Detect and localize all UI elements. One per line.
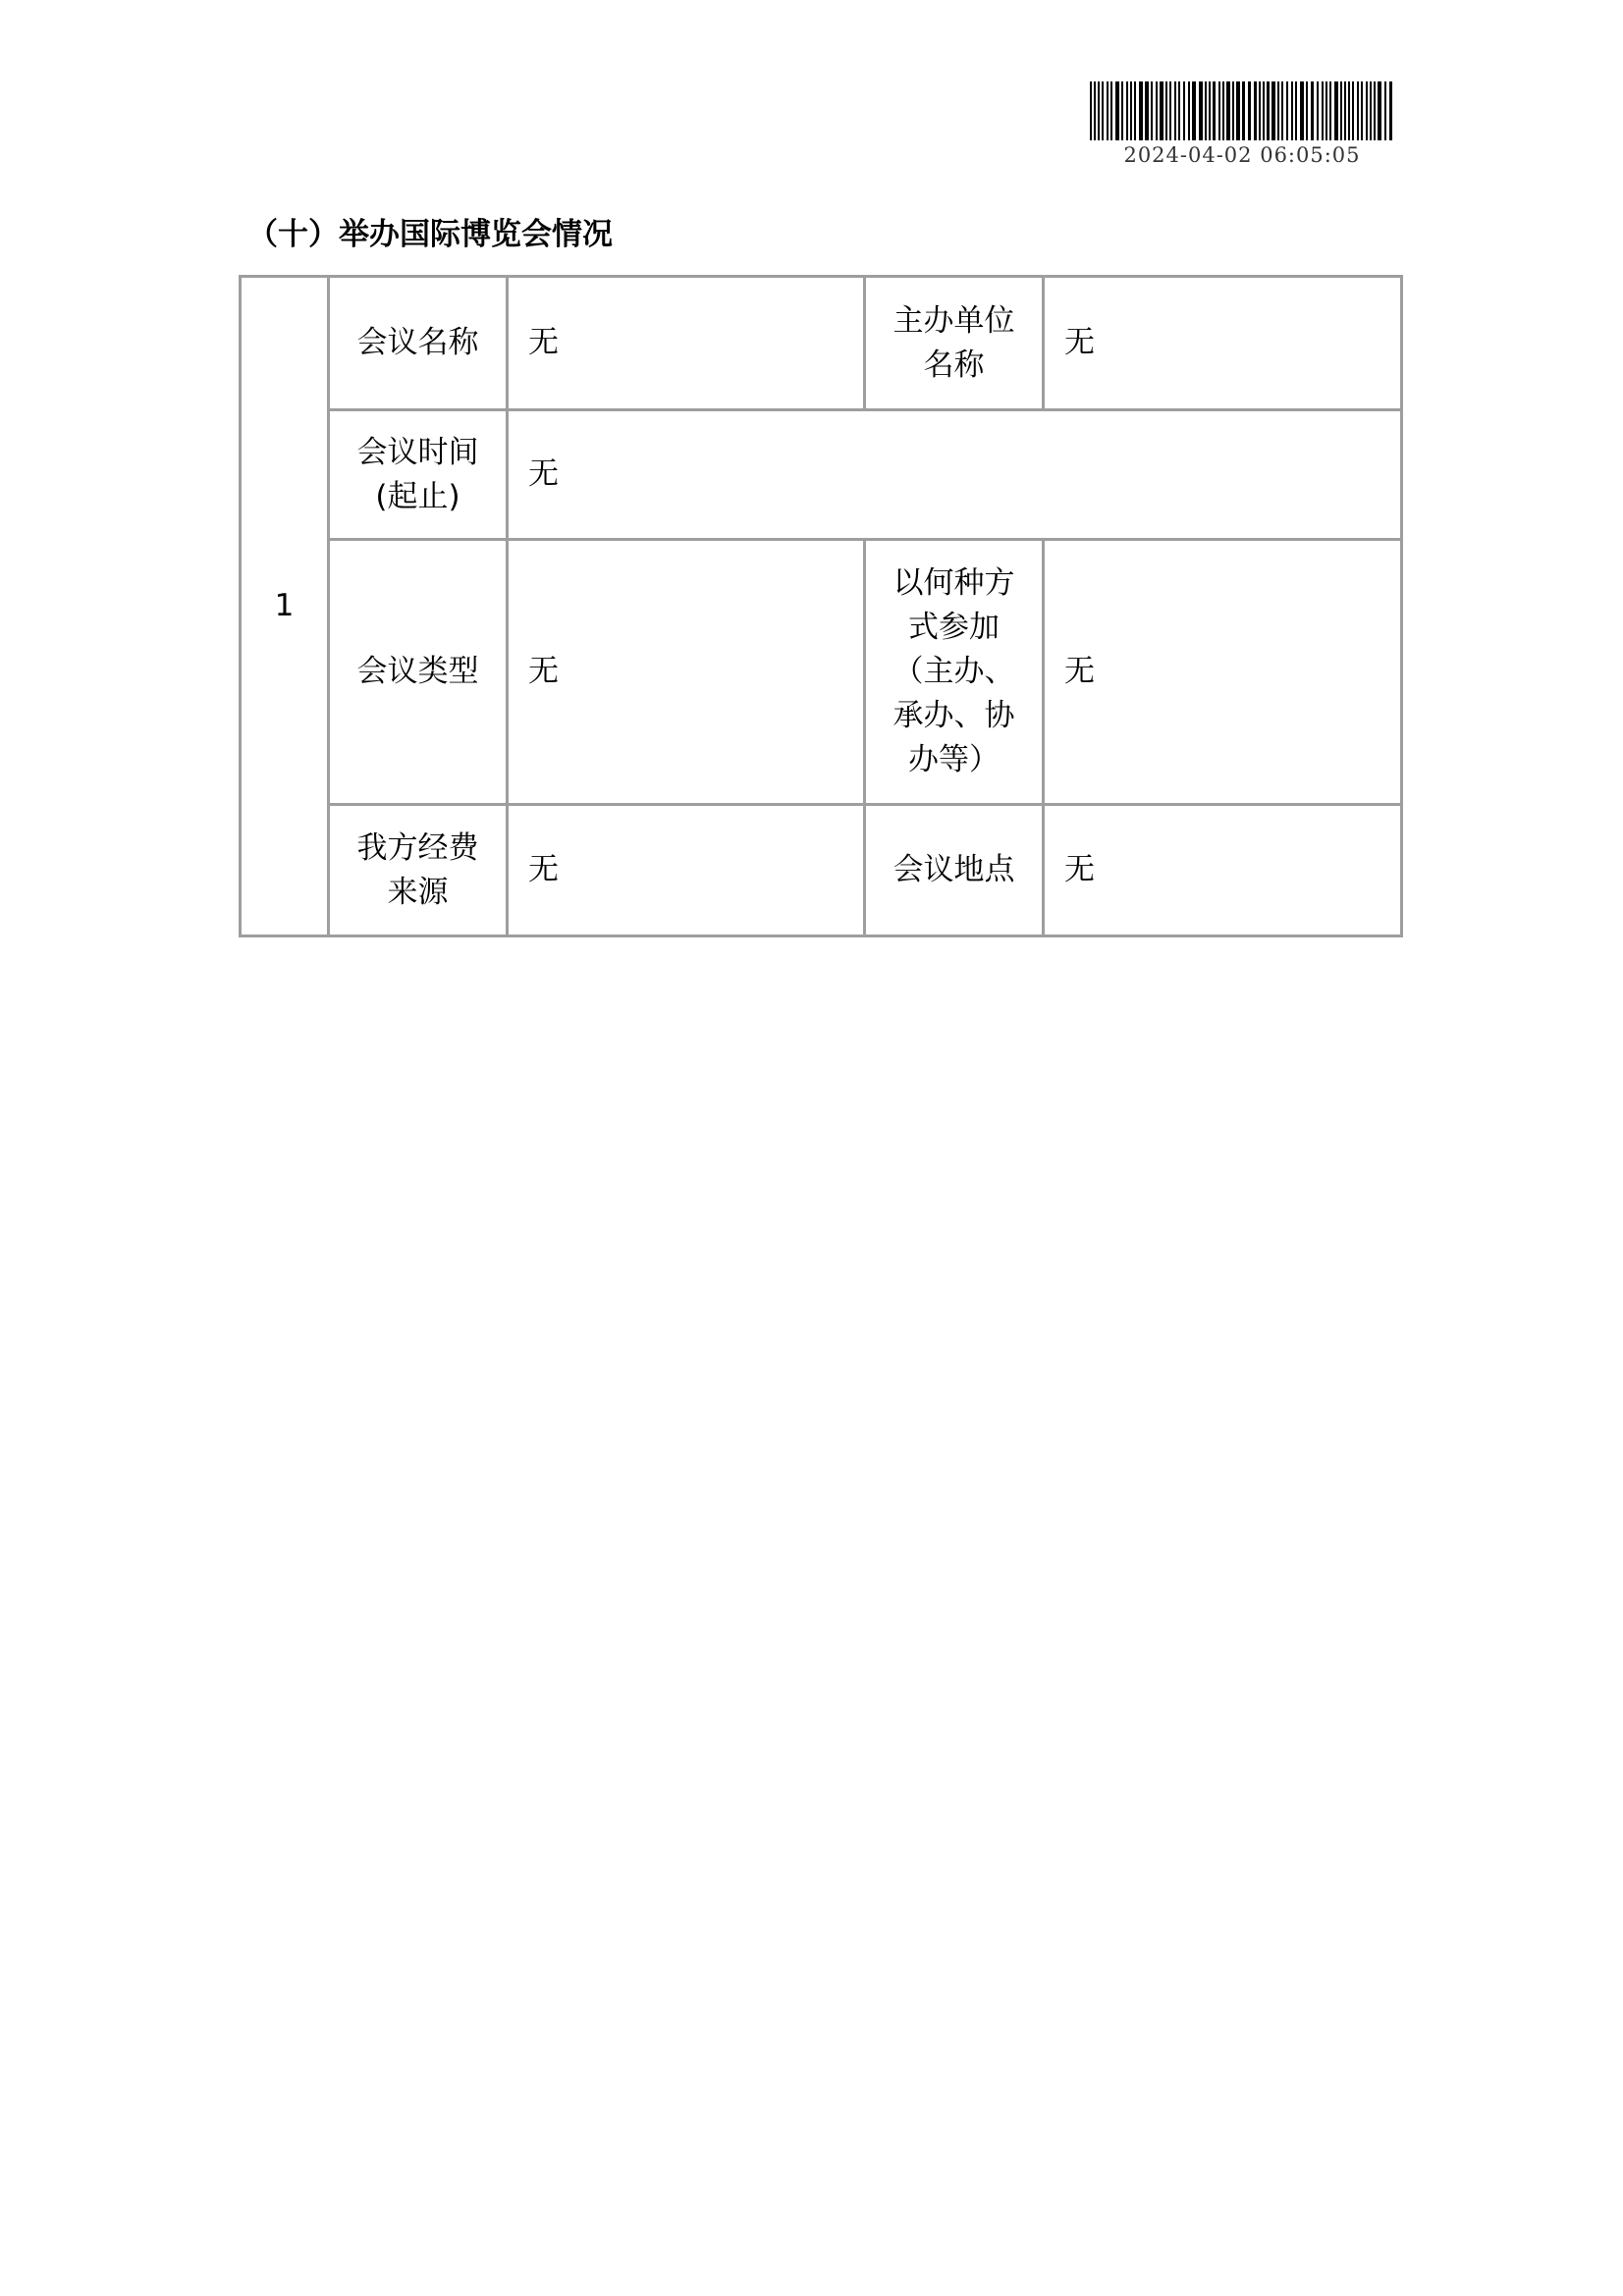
barcode-bar [1361, 81, 1363, 140]
meeting-location-value: 无 [1044, 805, 1402, 936]
barcode-bar [1169, 81, 1171, 140]
barcode-bar [1374, 81, 1376, 140]
barcode-bar [1340, 81, 1342, 140]
barcode-bar [1094, 81, 1096, 140]
barcode-bar [1151, 81, 1153, 140]
barcode-bar [1311, 81, 1314, 140]
exhibition-info-table [239, 275, 1403, 937]
barcode-bar [1209, 81, 1211, 140]
funding-label-line: 来源 [387, 874, 449, 910]
barcode-bar [1110, 81, 1112, 140]
barcode-bar [1236, 81, 1240, 140]
organizer-label-line: 名称 [923, 347, 985, 383]
barcode-bar [1254, 81, 1257, 140]
barcode-bar [1121, 81, 1123, 140]
barcode-bar [1357, 81, 1359, 140]
record-index: 1 [241, 277, 329, 936]
meeting-time-value: 无 [508, 410, 1402, 540]
barcode-bar [1344, 81, 1346, 140]
barcode-bar [1329, 81, 1331, 140]
barcode-bar [1366, 81, 1368, 140]
barcode-bar [1286, 81, 1288, 140]
table-row [241, 805, 1402, 936]
barcode-bar [1156, 81, 1158, 140]
barcode-bar [1334, 81, 1338, 140]
barcode-bar [1248, 81, 1251, 140]
barcode-bar [1325, 81, 1327, 140]
barcode-bar [1188, 81, 1190, 140]
barcode-bar [1322, 81, 1324, 140]
barcode-bar [1218, 81, 1220, 140]
barcode-bar [1300, 81, 1304, 140]
participation-label-line: （主办、 [893, 654, 1015, 689]
barcode-bar [1295, 81, 1297, 140]
funding-source-label [329, 805, 508, 936]
barcode-bar [1102, 81, 1104, 140]
organizer-label [865, 277, 1044, 410]
funding-source-value: 无 [508, 805, 865, 936]
funding-label-line: 我方经费 [356, 829, 479, 866]
barcode-bar [1263, 81, 1265, 140]
participation-mode-label [865, 540, 1044, 805]
table-row [241, 410, 1402, 540]
barcode-bar [1130, 81, 1132, 140]
participation-label-line: 办等） [908, 742, 1000, 777]
barcode [1090, 81, 1394, 140]
barcode-image [1090, 81, 1394, 140]
participation-label-line: 承办、协 [893, 698, 1015, 733]
table-row [241, 540, 1402, 805]
barcode-bar [1192, 81, 1196, 140]
barcode-bar [1291, 81, 1293, 140]
section-title: （十）举办国际博览会情况 [247, 217, 613, 252]
barcode-bar [1205, 81, 1207, 140]
barcode-bar [1259, 81, 1261, 140]
barcode-bar [1271, 81, 1275, 140]
barcode-bar [1174, 81, 1176, 140]
barcode-bar [1183, 81, 1185, 140]
barcode-bar [1115, 81, 1119, 140]
meeting-type-label: 会议类型 [329, 540, 508, 805]
barcode-bar [1242, 81, 1245, 140]
barcode-bar [1281, 81, 1283, 140]
barcode-bar [1178, 81, 1180, 140]
barcode-bar [1139, 81, 1143, 140]
barcode-bar [1317, 81, 1319, 140]
table-row [241, 277, 1402, 410]
barcode-bar [1160, 81, 1163, 140]
barcode-bar [1098, 81, 1100, 140]
barcode-bar [1232, 81, 1234, 140]
barcode-bar [1352, 81, 1354, 140]
participation-mode-value: 无 [1044, 540, 1402, 805]
participation-label-line: 式参加 [908, 610, 1000, 645]
barcode-bar [1126, 81, 1128, 140]
meeting-time-label-line: 会议时间 [356, 434, 479, 470]
barcode-bar [1222, 81, 1224, 140]
barcode-bar [1145, 81, 1149, 140]
barcode-bar [1348, 81, 1350, 140]
barcode-bar [1370, 81, 1372, 140]
meeting-time-label [329, 410, 508, 540]
barcode-bar [1165, 81, 1167, 140]
organizer-label-line: 主办单位 [893, 302, 1015, 339]
barcode-bar [1134, 81, 1136, 140]
meeting-name-value: 无 [508, 277, 865, 410]
barcode-bar [1107, 81, 1109, 140]
barcode-bar [1199, 81, 1203, 140]
barcode-bar [1090, 81, 1092, 140]
barcode-bar [1306, 81, 1308, 140]
participation-label-line: 以何种方 [893, 565, 1015, 601]
barcode-bar [1389, 81, 1392, 140]
barcode-bar [1226, 81, 1230, 140]
meeting-location-label: 会议地点 [865, 805, 1044, 936]
barcode-bar [1277, 81, 1279, 140]
meeting-time-label-line: (起止) [375, 478, 460, 514]
organizer-value: 无 [1044, 277, 1402, 410]
barcode-bar [1213, 81, 1216, 140]
barcode-bar [1384, 81, 1386, 140]
meeting-type-value: 无 [508, 540, 865, 805]
barcode-bar [1378, 81, 1381, 140]
meeting-name-label: 会议名称 [329, 277, 508, 410]
barcode-bar [1267, 81, 1270, 140]
print-timestamp: 2024-04-02 06:05:05 [1123, 143, 1361, 167]
